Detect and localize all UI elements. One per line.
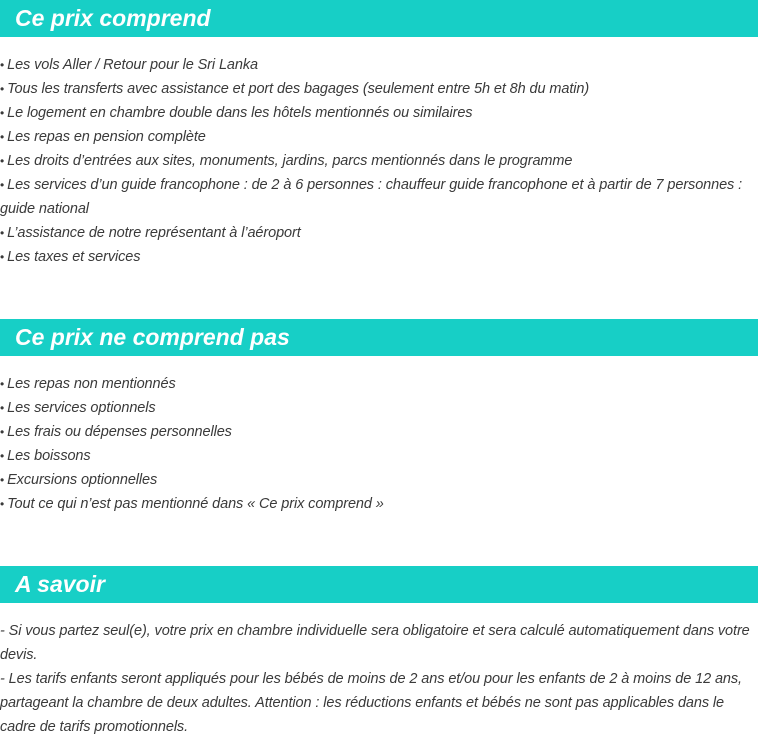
list-item (0, 420, 758, 444)
includes-title: Ce prix comprend (15, 5, 211, 31)
list-item-text: L’assistance de notre représentant à l’aéroport (7, 225, 301, 241)
list-item-text: Les vols Aller / Retour pour le Sri Lanka (7, 57, 258, 73)
list-item-text: Les boissons (7, 448, 91, 464)
list-item-text: Les droits d’entrées aux sites, monuments, jardins, parcs mentionnés dans le programme (7, 153, 573, 169)
bullet-icon: • (0, 154, 5, 168)
bullet-icon: • (0, 377, 5, 391)
list-item (0, 149, 758, 173)
excludes-title: Ce prix ne comprend pas (15, 324, 290, 350)
list-item-text: Les taxes et services (7, 249, 141, 265)
list-item-text: Le logement en chambre double dans les hôtels mentionnés ou similaires (7, 105, 473, 121)
list-item (0, 221, 758, 245)
bullet-icon: • (0, 473, 5, 487)
bullet-icon: • (0, 226, 5, 240)
list-item-text: Les services optionnels (7, 400, 156, 416)
bullet-icon: • (0, 250, 5, 264)
list-item (0, 125, 758, 149)
info-note-child-rates: - Les tarifs enfants seront appliqués pour les bébés de moins de 2 ans et/ou pour les enfants de 2 à moins de 12 ans, partageant la chambre de deux adultes. Attention : les réductions enfants et bébés ne sont pas applicables dans le cadre de tarifs promotionnels. (0, 671, 742, 735)
list-item (0, 101, 758, 125)
list-item (0, 396, 758, 420)
bullet-icon: • (0, 449, 5, 463)
list-item (0, 372, 758, 396)
bullet-icon: • (0, 178, 5, 192)
info-title: A savoir (15, 571, 105, 597)
bullet-icon: • (0, 82, 5, 96)
bullet-icon: • (0, 497, 5, 511)
list-item (0, 53, 758, 77)
list-item-text: Tout ce qui n’est pas mentionné dans « Ce prix comprend » (7, 496, 384, 512)
list-item (0, 444, 758, 468)
list-item-text: Les repas non mentionnés (7, 376, 176, 392)
list-item (0, 173, 758, 221)
list-item-text: Les repas en pension complète (7, 129, 206, 145)
list-item-text: Les frais ou dépenses personnelles (7, 424, 232, 440)
info-header (0, 566, 758, 603)
info-note-single-room: - Si vous partez seul(e), votre prix en chambre individuelle sera obligatoire et sera calculé automatiquement dans votre devis. (0, 623, 750, 663)
list-item-text: Les services d’un guide francophone : de 2 à 6 personnes : chauffeur guide francophone et à partir de 7 personnes : guide national (0, 177, 743, 217)
includes-header (0, 0, 758, 37)
list-item (0, 468, 758, 492)
list-item-text: Excursions optionnelles (7, 472, 158, 488)
excludes-list (0, 372, 758, 516)
list-item (0, 492, 758, 516)
bullet-icon: • (0, 401, 5, 415)
bullet-icon: • (0, 425, 5, 439)
list-item-text: Tous les transferts avec assistance et port des bagages (seulement entre 5h et 8h du matin) (7, 81, 590, 97)
info-notes (0, 619, 752, 739)
list-item (0, 77, 758, 101)
bullet-icon: • (0, 130, 5, 144)
excludes-header (0, 319, 758, 356)
bullet-icon: • (0, 58, 5, 72)
includes-list (0, 53, 758, 269)
list-item (0, 245, 758, 269)
bullet-icon: • (0, 106, 5, 120)
